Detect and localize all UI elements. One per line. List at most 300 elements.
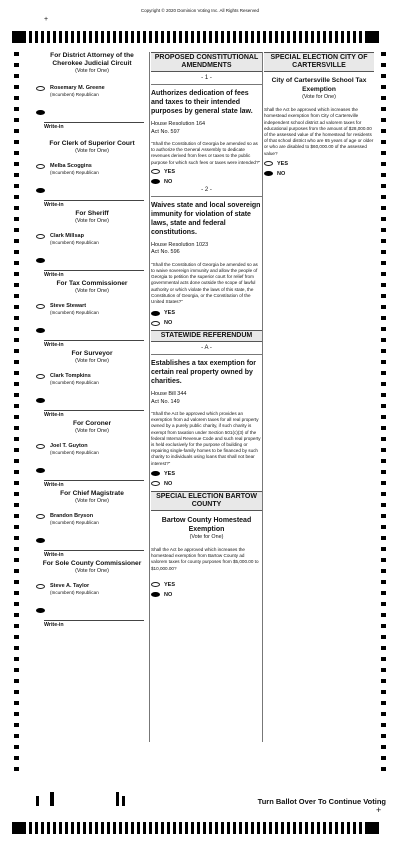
vote-oval[interactable] xyxy=(151,481,160,486)
crosshair-mark: + xyxy=(376,805,382,815)
timing-tick xyxy=(14,404,19,408)
timing-tick xyxy=(14,129,19,133)
timing-tick xyxy=(335,822,338,834)
vote-for-label: (Vote for One) xyxy=(189,534,224,541)
timing-tick xyxy=(341,31,344,43)
timing-tick xyxy=(14,679,19,683)
timing-tick xyxy=(149,31,152,43)
timing-tick xyxy=(341,822,344,834)
vote-oval[interactable] xyxy=(36,514,45,519)
timing-tick xyxy=(381,591,386,595)
candidate-party: (Incumbent) Republican xyxy=(50,92,99,97)
vote-oval[interactable] xyxy=(36,444,45,449)
candidate-name: Melba Scoggins xyxy=(50,163,92,169)
timing-tick xyxy=(381,437,386,441)
timing-tick xyxy=(381,492,386,496)
question-title: Bartow County Homestead Exemption xyxy=(161,516,252,533)
timing-tick xyxy=(14,536,19,540)
candidate-name: Steve A. Taylor xyxy=(50,583,90,589)
timing-tick xyxy=(381,701,386,705)
timing-tick xyxy=(381,613,386,617)
writein-oval-filled[interactable] xyxy=(36,110,45,115)
timing-tick xyxy=(14,580,19,584)
timing-tick xyxy=(381,756,386,760)
timing-tick xyxy=(14,712,19,716)
timing-tick xyxy=(167,31,170,43)
timing-tick xyxy=(197,31,200,43)
timing-tick xyxy=(221,31,224,43)
timing-tick xyxy=(281,31,284,43)
timing-tick xyxy=(14,602,19,606)
timing-tick xyxy=(209,822,212,834)
timing-tick xyxy=(215,822,218,834)
act-label: Act No. 596 xyxy=(151,249,180,256)
candidate-party: (Incumbent) Republican xyxy=(50,450,99,455)
timing-tick xyxy=(381,316,386,320)
timing-tick xyxy=(263,31,266,43)
writein-label: Write-in xyxy=(44,552,64,558)
timing-tick xyxy=(381,261,386,265)
timing-tick xyxy=(381,558,386,562)
vote-oval[interactable] xyxy=(151,321,160,326)
option-yes[interactable]: YES xyxy=(151,169,262,175)
timing-tick xyxy=(365,822,379,834)
writein-line[interactable] xyxy=(44,620,144,621)
writein-oval-filled[interactable] xyxy=(36,188,45,193)
timing-tick xyxy=(107,31,110,43)
timing-tick xyxy=(14,63,19,67)
timing-tick xyxy=(14,349,19,353)
vote-oval[interactable] xyxy=(36,86,45,91)
writein-label: Write-in xyxy=(44,342,64,348)
timing-tick xyxy=(381,217,386,221)
timing-tick xyxy=(14,294,19,298)
timing-tick xyxy=(381,404,386,408)
timing-tick xyxy=(47,31,50,43)
question-text: Shall the Act be approved which increases the homestead exemption from Bartow County ad valorem taxes for county purposes from $5,000.00 to $10,000.00? xyxy=(151,547,259,571)
writein-line[interactable] xyxy=(44,410,144,411)
race-title: For Tax Commissioner xyxy=(56,280,128,287)
timing-tick xyxy=(269,822,272,834)
timing-tick xyxy=(14,305,19,309)
timing-tick xyxy=(317,31,320,43)
timing-tick xyxy=(14,217,19,221)
candidate-name: Joel T. Guyton xyxy=(50,443,88,449)
question-number: - 1 - xyxy=(201,75,212,82)
timing-tick xyxy=(381,151,386,155)
timing-tick xyxy=(239,822,242,834)
timing-tick xyxy=(381,74,386,78)
timing-tick xyxy=(381,448,386,452)
timing-tick xyxy=(53,31,56,43)
timing-tick xyxy=(381,646,386,650)
writein-label: Write-in xyxy=(44,272,64,278)
option-yes[interactable]: YES xyxy=(151,471,262,477)
timing-tick xyxy=(14,448,19,452)
timing-tick xyxy=(381,580,386,584)
timing-tick xyxy=(143,822,146,834)
timing-tick xyxy=(125,822,128,834)
timing-tick xyxy=(119,31,122,43)
timing-tick xyxy=(14,613,19,617)
vote-oval-filled[interactable] xyxy=(151,179,160,184)
writein-oval-filled[interactable] xyxy=(36,328,45,333)
bill-label: House Bill 344 xyxy=(151,391,187,398)
timing-tick xyxy=(221,822,224,834)
timing-tick xyxy=(381,393,386,397)
timing-tick xyxy=(14,690,19,694)
timing-tick xyxy=(381,470,386,474)
timing-tick xyxy=(143,31,146,43)
timing-tick xyxy=(251,822,254,834)
timing-tick xyxy=(381,712,386,716)
timing-tick xyxy=(381,140,386,144)
timing-tick xyxy=(14,52,19,56)
timing-tick xyxy=(12,822,26,834)
city-election-column xyxy=(264,52,374,772)
timing-tick xyxy=(14,316,19,320)
timing-tick xyxy=(381,767,386,771)
timing-tick xyxy=(381,679,386,683)
timing-tick xyxy=(14,184,19,188)
candidate-name: Brandon Bryson xyxy=(50,513,94,519)
timing-tick xyxy=(329,822,332,834)
timing-tick xyxy=(381,118,386,122)
timing-tick xyxy=(59,31,62,43)
timing-tick xyxy=(14,415,19,419)
timing-tick xyxy=(251,31,254,43)
candidate-name: Rosemary M. Greene xyxy=(50,85,105,91)
timing-tick xyxy=(14,261,19,265)
timing-tick xyxy=(381,525,386,529)
amendments-header: PROPOSED CONSTITUTIONAL AMENDMENTS xyxy=(151,52,262,72)
timing-tick xyxy=(14,745,19,749)
option-no[interactable]: NO xyxy=(151,592,262,598)
timing-tick xyxy=(323,31,326,43)
timing-tick xyxy=(209,31,212,43)
act-label: Act No. 149 xyxy=(151,398,180,405)
timing-tick xyxy=(381,294,386,298)
timing-tick xyxy=(14,173,19,177)
vote-for-label: (Vote for One) xyxy=(75,218,109,224)
race-title: For District Attorney of the Cherokee Judicial Circuit xyxy=(50,52,134,67)
column-divider xyxy=(149,52,150,742)
timing-tick xyxy=(107,822,110,834)
writein-line[interactable] xyxy=(44,340,144,341)
vote-oval-filled[interactable] xyxy=(151,471,160,476)
timing-tick xyxy=(89,822,92,834)
timing-tick xyxy=(14,646,19,650)
timing-tick xyxy=(77,822,80,834)
timing-tick xyxy=(14,558,19,562)
timing-tick xyxy=(131,822,134,834)
timing-tick xyxy=(137,31,140,43)
timing-tick xyxy=(381,272,386,276)
vote-oval-filled[interactable] xyxy=(151,311,160,316)
timing-tick xyxy=(47,822,50,834)
timing-tick xyxy=(203,822,206,834)
timing-tick xyxy=(29,822,32,834)
candidate-party: (Incumbent) Republican xyxy=(50,170,99,175)
timing-tick xyxy=(381,690,386,694)
amendments-column xyxy=(151,52,262,772)
timing-tick xyxy=(14,382,19,386)
timing-tick xyxy=(381,283,386,287)
timing-tick xyxy=(381,129,386,133)
writein-oval-filled[interactable] xyxy=(36,398,45,403)
timing-tick xyxy=(65,822,68,834)
timing-tick xyxy=(83,822,86,834)
timing-tick xyxy=(14,250,19,254)
writein-line[interactable] xyxy=(44,480,144,481)
timing-tick xyxy=(14,470,19,474)
timing-tick xyxy=(179,31,182,43)
timing-tick xyxy=(149,822,152,834)
timing-tick xyxy=(381,239,386,243)
timing-tick xyxy=(83,31,86,43)
timing-tick xyxy=(381,96,386,100)
candidate-party: (Incumbent) Republican xyxy=(50,310,99,315)
timing-tick xyxy=(317,822,320,834)
vote-oval[interactable] xyxy=(36,584,45,589)
vote-oval-filled[interactable] xyxy=(264,171,273,176)
question-title: Waives state and local sovereign immunity for violation of state laws, state and federal constitutions. xyxy=(151,201,261,236)
option-no[interactable]: NO xyxy=(151,320,262,326)
timing-tick xyxy=(287,31,290,43)
race-title: For Surveyor xyxy=(71,350,113,357)
vote-oval[interactable] xyxy=(264,161,273,166)
timing-tick xyxy=(381,250,386,254)
referendum-header: STATEWIDE REFERENDUM xyxy=(151,330,262,342)
timing-tick xyxy=(275,31,278,43)
writein-oval-filled[interactable] xyxy=(36,538,45,543)
option-yes[interactable]: YES xyxy=(151,310,262,316)
timing-tick xyxy=(14,525,19,529)
vote-for-label: (Vote for One) xyxy=(75,498,109,504)
writein-line[interactable] xyxy=(44,200,144,201)
timing-tick xyxy=(381,734,386,738)
timing-tick xyxy=(14,272,19,276)
question-text: "Shall the Constitution of Georgia be amended so as to waive sovereign immunity and allow the people of Georgia to petition the superior court for relief from governmental acts done outside the scope of lawful authority or which violate the laws of this state, the Constitution of Georgia, or the Constitution of the United States?" xyxy=(151,261,258,304)
timing-tick xyxy=(381,349,386,353)
timing-tick xyxy=(14,635,19,639)
timing-tick xyxy=(14,283,19,287)
timing-tick xyxy=(71,31,74,43)
timing-tick xyxy=(14,393,19,397)
writein-label: Write-in xyxy=(44,482,64,488)
timing-tick xyxy=(381,338,386,342)
writein-line[interactable] xyxy=(44,550,144,551)
writein-label: Write-in xyxy=(44,202,64,208)
timing-tick xyxy=(311,822,314,834)
writein-label: Write-in xyxy=(44,124,64,130)
timing-tick xyxy=(227,822,230,834)
timing-tick xyxy=(173,31,176,43)
timing-tick xyxy=(239,31,242,43)
vote-oval-filled[interactable] xyxy=(151,592,160,597)
option-no[interactable]: NO xyxy=(151,179,262,185)
writein-oval-filled[interactable] xyxy=(36,258,45,263)
timing-tick xyxy=(299,822,302,834)
timing-tick xyxy=(14,151,19,155)
timing-tick xyxy=(14,514,19,518)
vote-for-label: (Vote for One) xyxy=(75,288,109,294)
timing-tick xyxy=(293,822,296,834)
vote-for-label: (Vote for One) xyxy=(75,358,109,364)
candidate-party: (Incumbent) Republican xyxy=(50,240,99,245)
timing-tick xyxy=(381,569,386,573)
vote-for-label: (Vote for One) xyxy=(75,148,109,154)
question-title: Establishes a tax exemption for certain real property owned by charities. xyxy=(151,359,257,386)
timing-tick xyxy=(381,745,386,749)
timing-tick xyxy=(381,547,386,551)
option-yes[interactable]: YES xyxy=(264,161,374,167)
timing-tick xyxy=(381,305,386,309)
timing-tick xyxy=(14,492,19,496)
vote-oval[interactable] xyxy=(36,234,45,239)
timing-tick xyxy=(381,360,386,364)
timing-tick xyxy=(173,822,176,834)
timing-tick xyxy=(257,31,260,43)
timing-tick xyxy=(191,31,194,43)
writein-line[interactable] xyxy=(44,270,144,271)
writein-oval-filled[interactable] xyxy=(36,468,45,473)
timing-tick xyxy=(14,239,19,243)
timing-tick xyxy=(89,31,92,43)
timing-tick xyxy=(381,184,386,188)
left-timing-marks xyxy=(14,52,19,772)
writein-label: Write-in xyxy=(44,412,64,418)
timing-tick xyxy=(161,822,164,834)
timing-tick xyxy=(179,822,182,834)
timing-tick xyxy=(353,31,356,43)
copyright-notice: Copyright © 2020 Dominion Voting Inc. All Rights Reserved xyxy=(140,8,260,13)
timing-tick xyxy=(65,31,68,43)
timing-tick xyxy=(305,31,308,43)
timing-tick xyxy=(203,31,206,43)
timing-tick xyxy=(269,31,272,43)
timing-tick xyxy=(381,635,386,639)
timing-tick xyxy=(14,437,19,441)
timing-tick xyxy=(335,31,338,43)
writein-line[interactable] xyxy=(44,122,144,123)
ballot-barcode xyxy=(36,792,136,806)
timing-tick xyxy=(35,31,38,43)
timing-tick xyxy=(353,822,356,834)
timing-tick xyxy=(71,822,74,834)
timing-tick xyxy=(257,822,260,834)
timing-tick xyxy=(14,85,19,89)
special-election-header: SPECIAL ELECTION BARTOW COUNTY xyxy=(151,491,262,511)
timing-tick xyxy=(12,31,26,43)
timing-tick xyxy=(41,31,44,43)
timing-tick xyxy=(233,31,236,43)
race-title: For Sheriff xyxy=(75,210,109,217)
timing-tick xyxy=(35,822,38,834)
timing-tick xyxy=(197,822,200,834)
vote-for-label: (Vote for One) xyxy=(75,568,109,574)
timing-tick xyxy=(299,31,302,43)
timing-tick xyxy=(381,426,386,430)
timing-tick xyxy=(14,503,19,507)
question-number: - 2 - xyxy=(201,186,212,193)
timing-tick xyxy=(95,822,98,834)
timing-tick xyxy=(167,822,170,834)
timing-tick xyxy=(41,822,44,834)
timing-tick xyxy=(233,822,236,834)
timing-tick xyxy=(359,31,362,43)
timing-tick xyxy=(381,371,386,375)
timing-tick xyxy=(53,822,56,834)
option-no[interactable]: NO xyxy=(151,481,262,487)
timing-tick xyxy=(137,822,140,834)
timing-tick xyxy=(14,338,19,342)
timing-tick xyxy=(14,668,19,672)
resolution-label: House Resolution 164 xyxy=(151,121,206,128)
timing-tick xyxy=(101,31,104,43)
timing-tick xyxy=(305,822,308,834)
timing-tick xyxy=(14,327,19,331)
timing-tick xyxy=(14,96,19,100)
candidate-name: Steve Stewart xyxy=(50,303,87,309)
timing-tick xyxy=(14,723,19,727)
timing-tick xyxy=(381,723,386,727)
option-no[interactable]: NO xyxy=(264,171,374,177)
turn-over-instruction: Turn Ballot Over To Continue Voting xyxy=(257,797,386,806)
timing-tick xyxy=(14,657,19,661)
timing-tick xyxy=(14,360,19,364)
timing-tick xyxy=(359,822,362,834)
vote-oval[interactable] xyxy=(151,582,160,587)
vote-oval[interactable] xyxy=(36,304,45,309)
timing-tick xyxy=(14,228,19,232)
vote-for-label: (Vote for One) xyxy=(302,94,336,101)
timing-tick xyxy=(113,822,116,834)
timing-tick xyxy=(14,701,19,705)
timing-tick xyxy=(311,31,314,43)
writein-oval-filled[interactable] xyxy=(36,608,45,613)
timing-tick xyxy=(281,822,284,834)
race-title: For Sole County Commissioner xyxy=(42,560,142,567)
vote-oval[interactable] xyxy=(36,164,45,169)
timing-tick xyxy=(14,481,19,485)
act-label: Act No. 597 xyxy=(151,128,180,135)
right-timing-marks xyxy=(381,52,386,772)
top-timing-marks xyxy=(12,31,388,43)
candidate-party: (Incumbent) Republican xyxy=(50,380,99,385)
timing-tick xyxy=(381,52,386,56)
option-yes[interactable]: YES xyxy=(151,582,262,588)
question-text: "Shall the Act be approved which provides an exemption from ad valorem taxes for all real property owned by a purely public charity, if such charity is exempt from taxation under Section 501(c)(3) of the federal Internal Revenue Code and such real property is held exclusively for the purpose of building or repairing single-family homes to be financed by such charity to individuals using loans that shall not bear interest?" xyxy=(151,411,261,466)
timing-tick xyxy=(155,31,158,43)
city-election-header: SPECIAL ELECTION CITY OF CARTERSVILLE xyxy=(264,52,374,72)
timing-tick xyxy=(29,31,32,43)
vote-oval[interactable] xyxy=(151,169,160,174)
timing-tick xyxy=(381,63,386,67)
timing-tick xyxy=(101,822,104,834)
timing-tick xyxy=(365,31,379,43)
timing-tick xyxy=(381,459,386,463)
race-title: For Coroner xyxy=(72,420,112,427)
timing-tick xyxy=(381,415,386,419)
timing-tick xyxy=(381,206,386,210)
vote-oval[interactable] xyxy=(36,374,45,379)
timing-tick xyxy=(381,481,386,485)
timing-tick xyxy=(14,591,19,595)
timing-tick xyxy=(14,756,19,760)
timing-tick xyxy=(14,371,19,375)
timing-tick xyxy=(381,173,386,177)
